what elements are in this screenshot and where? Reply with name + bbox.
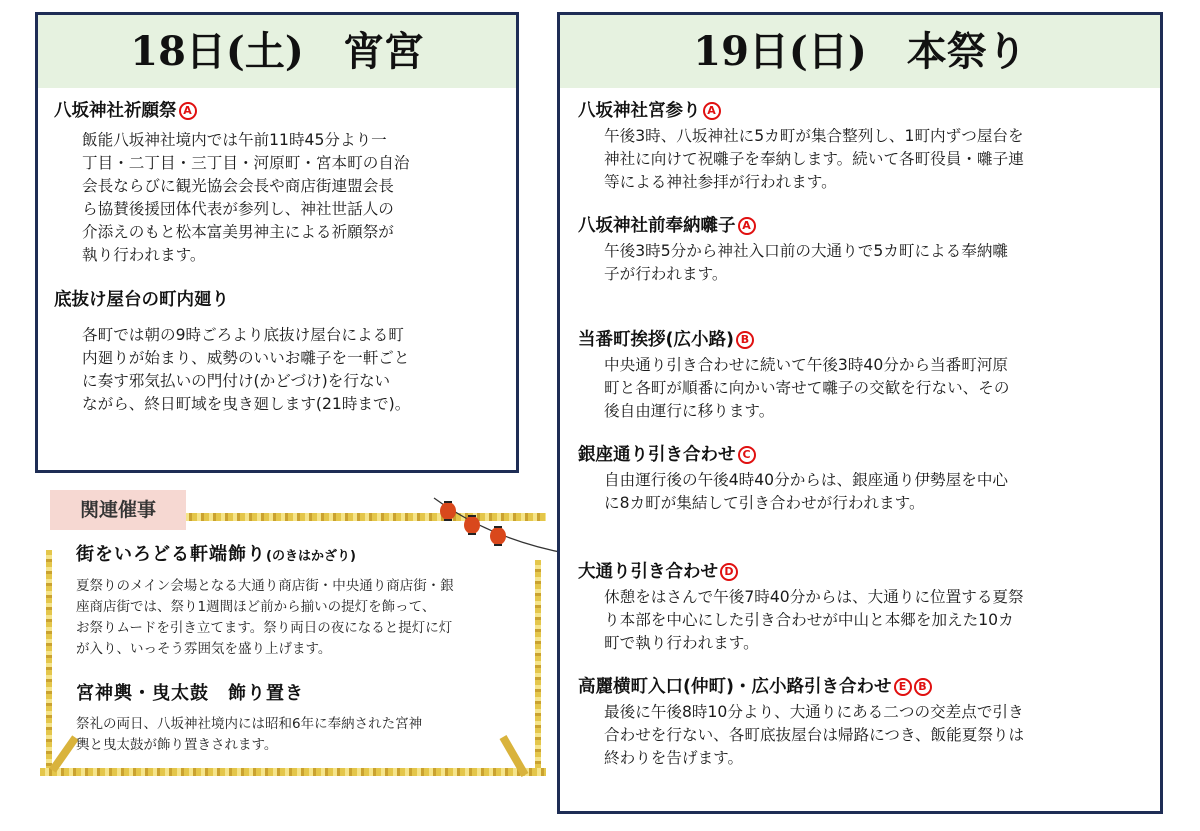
body-line: 内廻りが始まり、威勢のいいお囃子を一軒ごと: [82, 349, 410, 367]
glitter-border: [40, 768, 546, 776]
body-line: ながら、終日町域を曳き廻します(21時まで)。: [82, 395, 411, 413]
body-line: 座商店街では、祭り1週間ほど前から揃いの提灯を飾って、: [76, 599, 436, 615]
related-events-box: [40, 490, 546, 780]
body-line: り本部を中心にした引き合わせが中山と本郷を加えた10カ: [604, 611, 1014, 629]
body-line: 飯能八坂神社境内では午前11時45分より一: [82, 131, 387, 149]
body-line: 祭礼の両日、八坂神社境内には昭和6年に奉納された宮神: [76, 716, 423, 732]
day18-panel: [35, 12, 519, 473]
body-line: 午後3時5分から神社入口前の大通りで5カ町による奉納囃: [604, 242, 1009, 260]
body-line: お祭りムードを引き立てます。祭り両日の夜になると提灯に灯: [76, 620, 453, 636]
body-line: 自由運行後の午後4時40分からは、銀座通り伊勢屋を中心: [604, 471, 1009, 489]
related-item-title: 街をいろどる軒端飾り: [76, 544, 266, 565]
related-item-reading: (のきはかざり): [266, 549, 356, 564]
section-machi-mawari: [54, 288, 504, 416]
section-kigansai: [54, 99, 504, 267]
section-oodoori-hikiawase: [578, 560, 1148, 655]
marker-b-icon: B: [736, 331, 754, 349]
section-ginza-hikiawase: [578, 443, 1148, 515]
marker-a-icon: A: [179, 102, 197, 120]
section-title: 八坂神社祈願祭: [54, 101, 177, 121]
paper-lantern-icon: [432, 490, 572, 560]
body-line: 子が行われます。: [604, 265, 728, 283]
glitter-border: [46, 550, 52, 770]
body-line: 終わりを告げます。: [604, 749, 744, 767]
body-line: 夏祭りのメイン会場となる大通り商店街・中央通り商店街・銀: [76, 578, 454, 594]
marker-d-icon: D: [720, 563, 738, 581]
related-events-tag: 関連催事: [50, 490, 186, 530]
body-line: 町と各町が順番に向かい寄せて囃子の交歓を行ない、その: [604, 379, 1010, 397]
body-line: 等による神社参拝が行われます。: [604, 173, 837, 191]
section-title: 八坂神社宮参り: [578, 101, 701, 121]
day18-title: 18日(土) 宵宮: [38, 15, 516, 88]
marker-b-icon: B: [914, 678, 932, 696]
section-title: 底抜け屋台の町内廻り: [54, 290, 229, 310]
body-line: 執り行われます。: [82, 246, 206, 264]
section-title: 当番町挨拶(広小路): [578, 330, 734, 350]
section-title: 大通り引き合わせ: [578, 562, 718, 582]
marker-a-icon: A: [738, 217, 756, 235]
body-line: が入り、いっそう雰囲気を盛り上げます。: [76, 641, 332, 657]
body-line: に8カ町が集結して引き合わせが行われます。: [604, 494, 925, 512]
body-line: 会長ならびに観光協会会長や商店街連盟会長: [82, 177, 394, 195]
marker-e-icon: E: [894, 678, 912, 696]
body-line: に奏す邪気払いの門付け(かどづけ)を行ない: [82, 372, 391, 390]
section-hounou-bayashi: [578, 214, 1148, 286]
day19-panel: [557, 12, 1163, 814]
day19-title: 19日(日) 本祭り: [560, 15, 1160, 88]
section-title: 八坂神社前奉納囃子: [578, 216, 736, 236]
body-line: 中央通り引き合わせに続いて午後3時40分から当番町河原: [604, 356, 1009, 374]
section-title: 高麗横町入口(仲町)・広小路引き合わせ: [578, 677, 892, 697]
body-line: 最後に午後8時10分より、大通りにある二つの交差点で引き: [604, 703, 1024, 721]
body-line: ら協賛後援団体代表が参列し、神社世話人の: [82, 200, 394, 218]
body-line: 後自由運行に移ります。: [604, 402, 775, 420]
body-line: 輿と曳太鼓が飾り置きされます。: [76, 737, 278, 753]
body-line: 町で執り行われます。: [604, 634, 759, 652]
section-koma-hirokoji: [578, 675, 1148, 770]
marker-c-icon: C: [738, 446, 756, 464]
section-touban-aisatsu: [578, 328, 1148, 423]
body-line: 神社に向けて祝囃子を奉納します。続いて各町役員・囃子連: [604, 150, 1024, 168]
body-line: 午後3時、八坂神社に5カ町が集合整列し、1町内ずつ屋台を: [604, 127, 1024, 145]
body-line: 合わせを行ない、各町底抜屋台は帰路につき、飯能夏祭りは: [604, 726, 1025, 744]
body-line: 丁目・二丁目・三丁目・河原町・宮本町の自治: [82, 154, 410, 172]
body-line: 介添えのもと松本富美男神主による祈願祭が: [82, 223, 394, 241]
related-item-title: 宮神輿・曳太鼓 飾り置き: [76, 683, 304, 704]
marker-a-icon: A: [703, 102, 721, 120]
section-title: 銀座通り引き合わせ: [578, 445, 736, 465]
section-miyamairi: [578, 99, 1148, 194]
body-line: 各町では朝の9時ごろより底抜け屋台による町: [82, 326, 404, 344]
body-line: 休憩をはさんで午後7時40分からは、大通りに位置する夏祭: [604, 588, 1024, 606]
